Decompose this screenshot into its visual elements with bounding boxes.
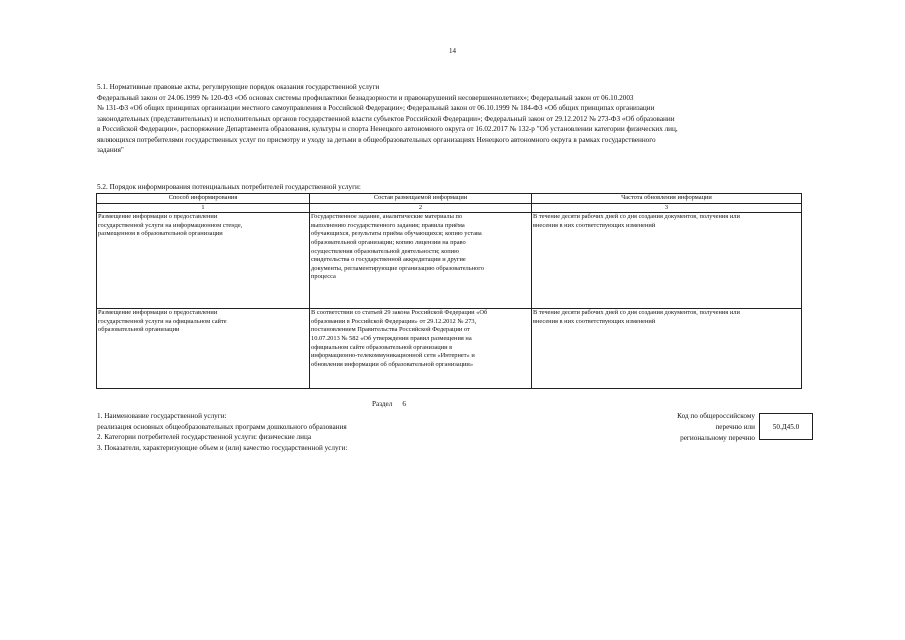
- cell-line: Государственное задание, аналитические материалы по: [311, 213, 463, 221]
- service-info: [97, 411, 347, 453]
- cell-line: образовании в Российской Федерации» от 29.12.2012 № 273,: [311, 317, 477, 325]
- cell-line: осуществления образовательной деятельности; копию: [311, 247, 459, 255]
- code-label: [677, 411, 755, 444]
- page-number: 14: [449, 47, 456, 55]
- cell-line: В течение десяти рабочих дней со дня создания документов, получения или: [533, 309, 740, 317]
- section-5-1-line: законодательных (представительных) и исполнительных органов государственной власти субъектов Российской Федерации»; Федеральный закон от 29.12.2012 № 273-ФЗ «Об образовании: [97, 114, 675, 123]
- code-label-line: региональному перечню: [680, 434, 755, 442]
- razdel-heading: [372, 400, 416, 408]
- cell-line: официальном сайте образовательной организации в: [311, 343, 453, 351]
- cell-line: внесения в них соответствующих изменений: [533, 317, 656, 325]
- table-row: [97, 309, 802, 389]
- cell-line: информационно-телекоммуникационной сети «Интернет» и: [311, 352, 475, 360]
- service-indicators: 3. Показатели, характеризующие объем и (или) качество государственной услуги:: [97, 443, 348, 452]
- cell-line: Размещение информации о предоставлении: [98, 309, 218, 317]
- section-5-1: [97, 82, 809, 156]
- column-number: 1: [97, 203, 310, 213]
- information-table: [96, 193, 802, 389]
- cell-line: Размещение информации о предоставлении: [98, 213, 218, 221]
- column-number: 2: [310, 203, 532, 213]
- section-5-2-heading: 5.2. Порядок информирования потенциальных потребителей государственной услуги:: [97, 183, 361, 191]
- section-5-1-line: являющихся потребителями государственных услуг по присмотру и уходу за детьми в общеобразовательных организациях Ненецкого автономного округа в рамках государственного: [97, 135, 656, 144]
- cell-line: В течение десяти рабочих дней со дня создания документов, получения или: [533, 213, 740, 221]
- cell-line: свидетельства о государственной аккредитации и другие: [311, 256, 466, 264]
- code-label-line: перечню или: [715, 423, 755, 431]
- section-5-1-line: № 131-ФЗ «Об общих принципах организации местного самоуправления в Российской Федерации»; Федеральный закон от 06.10.1999 № 184-ФЗ «Об общих принципах организации: [97, 104, 655, 112]
- code-value-box: 50.Д45.0: [759, 413, 813, 440]
- content-cell: [310, 309, 532, 389]
- method-cell: [97, 309, 310, 389]
- cell-line: образовательной организации; копию лицензии на право: [311, 238, 466, 246]
- cell-line: обновления информации об образовательной организации»: [311, 360, 474, 368]
- content-cell: [310, 213, 532, 309]
- cell-line: государственной услуги на информационном стенде,: [98, 221, 243, 229]
- section-5-1-line: в Российской Федерации», распоряжение Департамента образования, культуры и спорта Ненецкого автономного округа от 16.02.2017 № 132-р "Об установлении категории физических лиц,: [97, 125, 678, 133]
- service-name-label: 1. Наименование государственной услуги:: [97, 412, 227, 420]
- table-header-row: [97, 194, 802, 204]
- razdel-number: 6: [402, 400, 406, 408]
- cell-line: 10.07.2013 № 582 «Об утверждении правил размещения на: [311, 334, 472, 342]
- column-header: Способ информирования: [97, 194, 310, 204]
- cell-line: выполнению государственного задания; правила приёма: [311, 221, 465, 229]
- method-cell: [97, 213, 310, 309]
- cell-line: государственной услуги на официальном сайте: [98, 317, 227, 325]
- frequency-cell: [532, 213, 802, 309]
- service-name-value: реализация основных общеобразовательных программ дошкольного образования: [97, 422, 347, 431]
- cell-line: документы, регламентирующие организацию образовательного: [311, 264, 484, 272]
- razdel-label: Раздел: [372, 400, 393, 408]
- table-number-row: [97, 203, 802, 213]
- frequency-cell: [532, 309, 802, 389]
- table-row: [97, 213, 802, 309]
- cell-line: В соответствии со статьей 29 закона Российской Федерации «Об: [311, 309, 488, 317]
- cell-line: процесса: [311, 273, 336, 281]
- cell-line: внесения в них соответствующих изменений: [533, 221, 656, 229]
- cell-line: постановлением Правительства Российской Федерации от: [311, 326, 470, 334]
- column-header: Состав размещаемой информации: [310, 194, 532, 204]
- column-header: Частота обновления информации: [532, 194, 802, 204]
- section-5-1-heading: 5.1. Нормативные правовые акты, регулирующие порядок оказания государственной услуги: [97, 83, 380, 91]
- cell-line: обучающихся, результаты приёма обучающихся; копию устава: [311, 230, 482, 238]
- cell-line: размещенном в образовательной организации: [98, 230, 223, 238]
- service-consumers: 2. Категории потребителей государственной услуги: физические лица: [97, 433, 312, 441]
- cell-line: образовательной организации: [98, 326, 180, 334]
- code-label-line: Код по общероссийскому: [677, 412, 755, 420]
- section-5-1-line: задания": [97, 146, 124, 154]
- column-number: 3: [532, 203, 802, 213]
- section-5-1-line: Федеральный закон от 24.06.1999 № 120-ФЗ «Об основах системы профилактики безнадзорности и правонарушений несовершеннолетних»; Федеральный закон от 06.10.2003: [97, 93, 634, 102]
